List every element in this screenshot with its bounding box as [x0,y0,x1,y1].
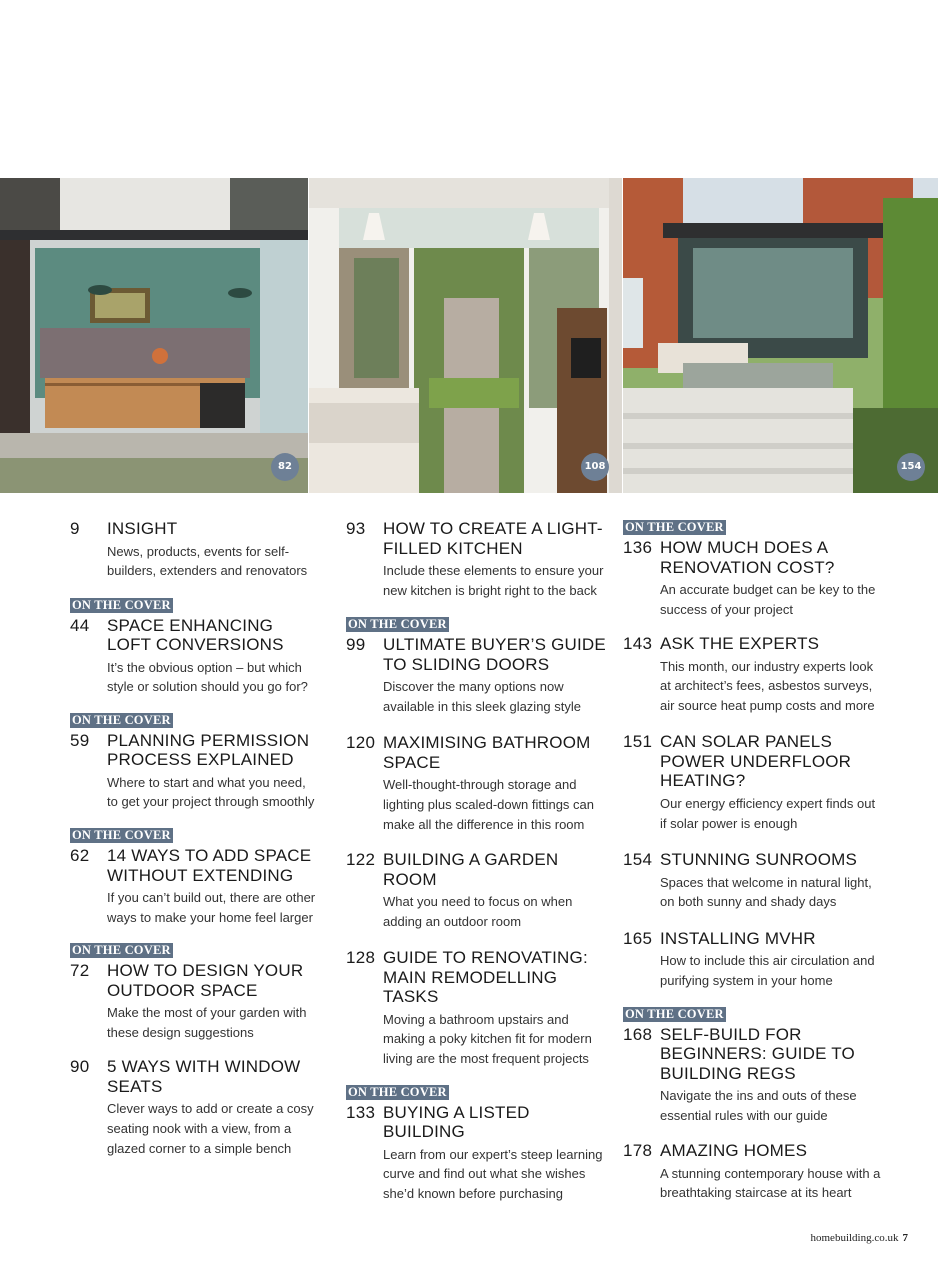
page-number: 154 [623,850,653,870]
page-number: 168 [623,1024,653,1044]
entry-title: 5 WAYS WITH WINDOW SEATS [107,1057,301,1096]
contents-entry[interactable] [623,1141,883,1203]
contents-entry[interactable] [346,1083,608,1204]
contents-entry[interactable] [70,941,320,1042]
site-url: homebuilding.co.uk [810,1232,899,1244]
page-number: 120 [346,733,376,753]
contents-entry[interactable] [623,850,883,912]
contents-column-3 [623,516,883,1203]
contents-entry[interactable] [623,518,883,619]
contents-entry[interactable] [623,634,883,715]
contents-entry[interactable] [346,519,608,600]
page-badge: 108 [581,453,609,481]
entry-title: PLANNING PERMISSION PROCESS EXPLAINED [107,730,310,770]
page-number: 90 [70,1057,90,1077]
contents-entry[interactable] [70,596,320,697]
entry-title: GUIDE TO RENOVATING: MAIN REMODELLING TASKS [383,948,588,1007]
entry-description: An accurate budget can be key to the success of your project [660,582,876,617]
entry-description: Where to start and what you need, to get your project through smoothly [107,774,315,810]
contents-entry[interactable] [623,1005,883,1126]
contents-entry[interactable] [346,850,608,931]
contents-entry[interactable] [346,615,608,716]
entry-title: HOW TO DESIGN YOUR OUTDOOR SPACE [107,961,304,1000]
page-number: 136 [623,538,653,557]
on-the-cover-label: ON THE COVER [625,1006,724,1021]
page-number: 165 [623,928,653,948]
entry-description: Spaces that welcome in natural light, on both sunny and shady days [660,874,872,910]
page-number: 143 [623,634,653,654]
page-number: 72 [70,961,90,981]
contents-column-2 [346,516,608,1203]
contents-entry[interactable] [70,1057,320,1158]
on-the-cover-label: ON THE COVER [348,617,447,632]
entry-description: Navigate the ins and outs of these essential rules with our guide [660,1088,857,1123]
contents-entry[interactable] [70,826,320,927]
entry-description: It’s the obvious option – but which style or solution should you go for? [107,659,308,695]
page-number: 151 [623,732,653,752]
entry-title: HOW MUCH DOES A RENOVATION COST? [660,538,835,577]
on-the-cover-label: ON THE COVER [625,520,724,534]
page-footer [811,1232,909,1244]
kitchen-extension-photo [0,178,308,493]
page-number: 133 [346,1102,376,1122]
page-number: 44 [70,615,90,635]
page-number: 178 [623,1141,653,1161]
on-the-cover-label: ON THE COVER [72,597,171,612]
page-number: 62 [70,846,90,866]
contents-entry[interactable] [70,519,320,581]
entry-description: Discover the many options now available in this sleek glazing style [383,679,581,714]
contents-column-1 [70,516,320,1158]
entry-description: Clever ways to add or create a cosy seating nook with a view, from a glazed corner to a simple bench [107,1101,314,1156]
entry-title: BUILDING A GARDEN ROOM [383,850,559,889]
entry-description: If you can’t build out, there are other ways to make your home feel larger [107,890,316,925]
entry-title: CAN SOLAR PANELS POWER UNDERFLOOR HEATING? [660,732,852,791]
entry-description: News, products, events for self-builders, extenders and renovators [107,543,308,579]
light-filled-kitchen-photo [309,178,622,493]
contents-entry[interactable] [346,948,608,1068]
contents-entry[interactable] [70,711,320,812]
entry-description: Moving a bathroom upstairs and making a poky kitchen fit for modern living are the most frequent projects [383,1011,592,1067]
entry-description: Learn from our expert’s steep learning curve and find out what she wishes she’d known before purchasing [383,1146,603,1201]
entry-description: How to include this air circulation and purifying system in your home [660,953,875,988]
entry-description: A stunning contemporary house with a breathtaking staircase at its heart [660,1165,881,1201]
entry-title: INSIGHT [107,519,178,538]
page-number: 9 [70,519,80,538]
page-number: 122 [346,850,376,870]
on-the-cover-label: ON THE COVER [348,1084,447,1099]
entry-description: Include these elements to ensure your new kitchen is bright right to the back [383,563,604,598]
entry-description: Our energy efficiency expert finds out if solar power is enough [660,795,876,831]
page-number: 59 [70,730,90,750]
entry-description: Make the most of your garden with these design suggestions [107,1005,307,1040]
page-badge: 154 [897,453,925,481]
photo-strip [0,178,938,493]
on-the-cover-label: ON THE COVER [72,712,171,727]
page-badge: 82 [271,453,299,481]
entry-title: ULTIMATE BUYER’S GUIDE TO SLIDING DOORS [383,635,606,674]
page-number: 128 [346,948,376,968]
contents-entry[interactable] [623,929,883,991]
page-number: 99 [346,635,366,655]
folio: 7 [902,1232,908,1244]
entry-title: MAXIMISING BATHROOM SPACE [383,733,591,772]
entry-title: AMAZING HOMES [660,1141,808,1161]
entry-title: INSTALLING MVHR [660,928,816,948]
contents-entry[interactable] [346,733,608,834]
on-the-cover-label: ON THE COVER [72,943,171,958]
entry-title: ASK THE EXPERTS [660,634,820,654]
page-number: 93 [346,519,366,538]
entry-description: What you need to focus on when adding an outdoor room [383,894,573,929]
entry-description: This month, our industry experts look at architect’s fees, asbestos surveys, air source heat pump costs and more [660,658,875,713]
entry-title: HOW TO CREATE A LIGHT-FILLED KITCHEN [383,519,603,558]
entry-title: 14 WAYS TO ADD SPACE WITHOUT EXTENDING [107,846,312,885]
entry-title: STUNNING SUNROOMS [660,850,858,870]
entry-title: SELF-BUILD FOR BEGINNERS: GUIDE TO BUILDING REGS [660,1024,855,1083]
on-the-cover-label: ON THE COVER [72,828,171,843]
sunroom-photo [623,178,938,493]
entry-description: Well-thought-through storage and lighting plus scaled-down fittings can make all the difference in this room [383,777,595,832]
entry-title: BUYING A LISTED BUILDING [383,1102,530,1142]
entry-title: SPACE ENHANCING LOFT CONVERSIONS [107,615,284,655]
contents-entry[interactable] [623,732,883,833]
